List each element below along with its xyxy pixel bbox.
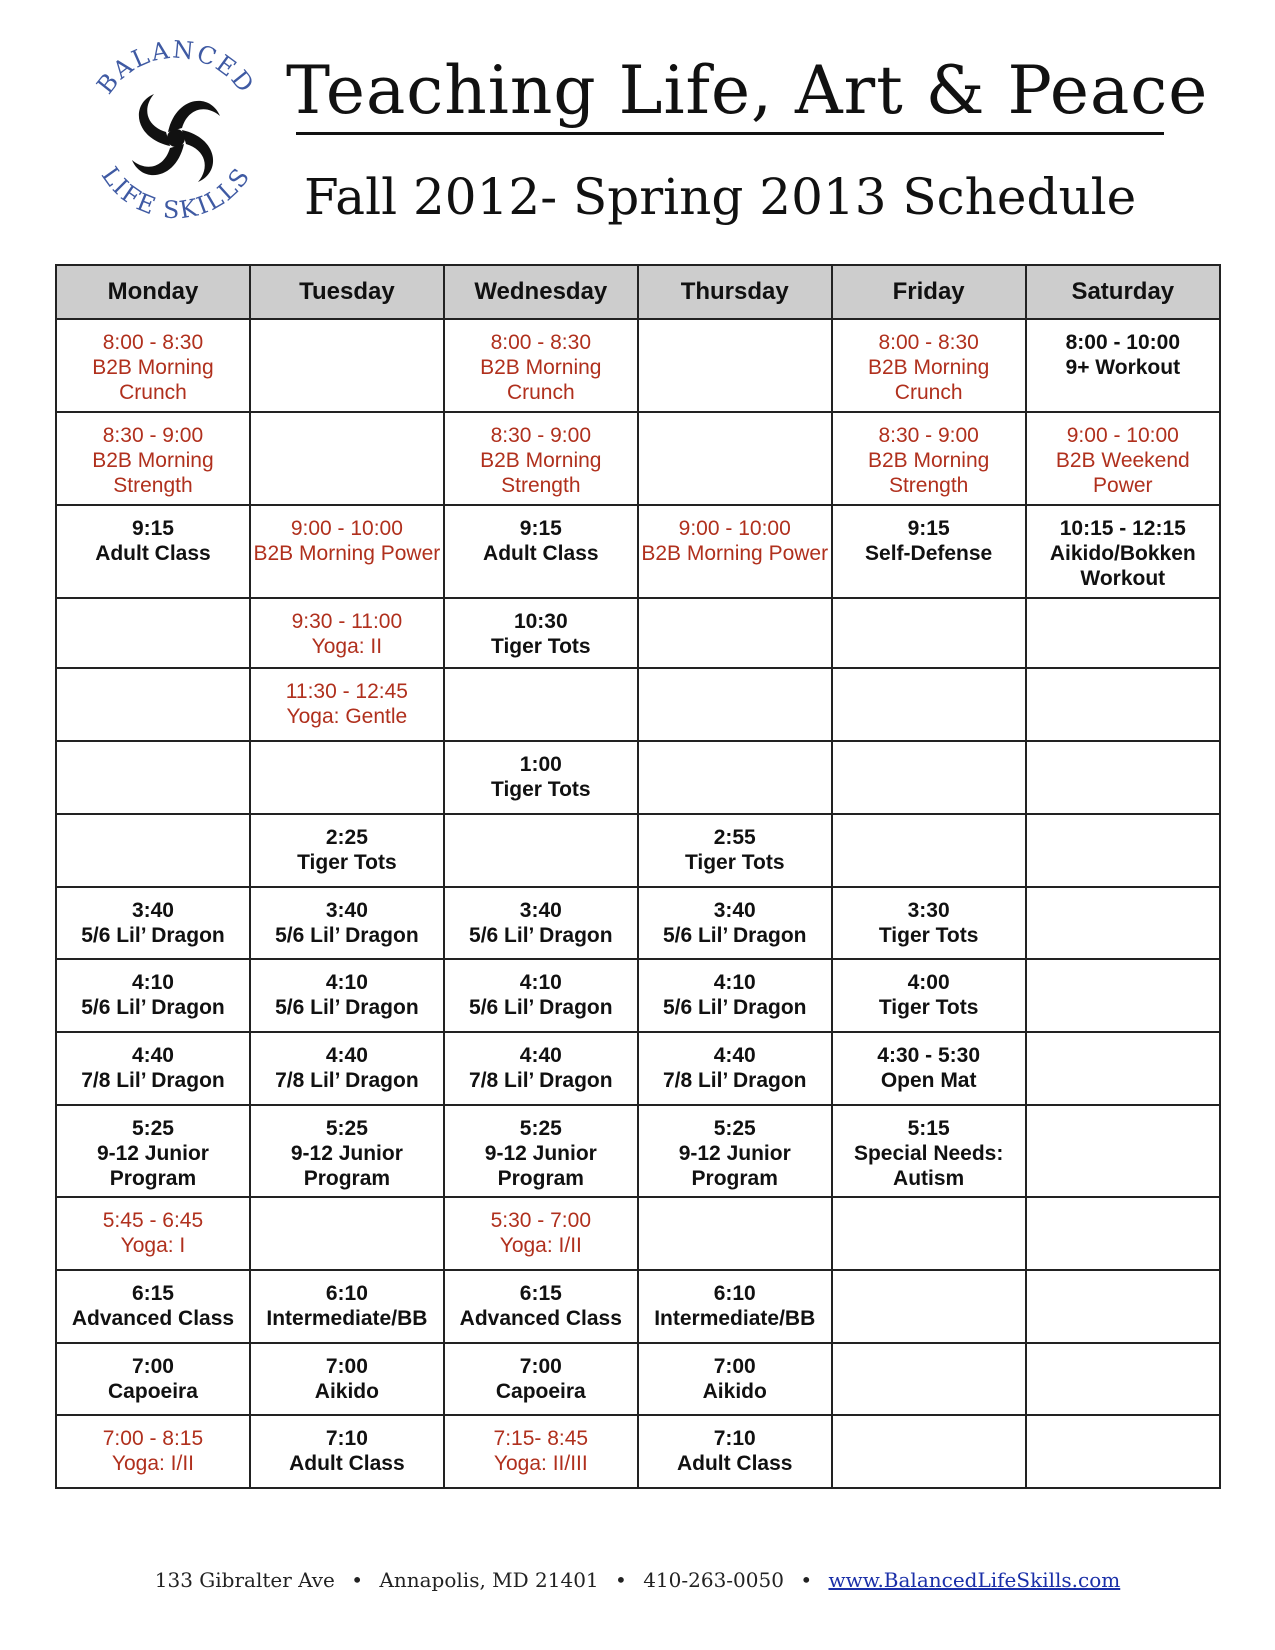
class-time: 8:00 - 8:30	[878, 331, 979, 354]
class-name: Yoga: Gentle	[286, 705, 408, 728]
class-name: Tiger Tots	[684, 851, 785, 874]
class-name: Crunch	[506, 381, 575, 404]
schedule-cell-friday	[832, 598, 1026, 668]
schedule-cell-tuesday	[250, 668, 444, 741]
class-time: 7:00	[713, 1355, 756, 1378]
schedule-cell-friday	[832, 505, 1026, 598]
schedule-cell-saturday	[1026, 1415, 1220, 1488]
schedule-cell-wednesday	[444, 598, 638, 668]
schedule-cell-wednesday	[444, 1343, 638, 1415]
class-time: 5:45 - 6:45	[102, 1209, 204, 1232]
schedule-cell-saturday	[1026, 1197, 1220, 1270]
schedule-row	[56, 1415, 1220, 1488]
footer-city: Annapolis, MD 21401	[379, 1568, 599, 1592]
class-name: Special Needs:	[853, 1142, 1004, 1165]
class-time: 4:10	[325, 971, 368, 994]
schedule-cell-wednesday	[444, 741, 638, 814]
schedule-cell-tuesday	[250, 887, 444, 959]
schedule-cell-saturday	[1026, 505, 1220, 598]
schedule-cell-friday	[832, 319, 1026, 412]
schedule-cell-wednesday	[444, 1105, 638, 1197]
class-name: Self-Defense	[865, 542, 993, 565]
class-time: 9:00 - 10:00	[290, 517, 403, 540]
schedule-row	[56, 1197, 1220, 1270]
schedule-cell-tuesday	[250, 1343, 444, 1415]
footer-separator: •	[800, 1568, 813, 1592]
schedule-cell-friday	[832, 1105, 1026, 1197]
class-time: 4:10	[519, 971, 562, 994]
class-name: B2B Weekend	[1055, 449, 1190, 472]
class-time: 8:30 - 9:00	[102, 424, 204, 447]
class-time: 4:30 - 5:30	[877, 1044, 981, 1067]
class-time: 2:55	[713, 826, 756, 849]
schedule-cell-saturday	[1026, 1105, 1220, 1197]
schedule-cell-thursday	[638, 887, 832, 959]
schedule-cell-wednesday	[444, 814, 638, 887]
schedule-cell-tuesday	[250, 959, 444, 1032]
schedule-cell-thursday	[638, 1105, 832, 1197]
class-name: Strength	[113, 474, 193, 497]
logo-top-text: BALANCED	[91, 36, 261, 100]
schedule-cell-tuesday	[250, 814, 444, 887]
schedule-cell-monday	[56, 1032, 250, 1105]
day-header-tuesday: Tuesday	[250, 265, 444, 319]
schedule-cell-friday	[832, 1270, 1026, 1343]
class-name: 7/8 Lil’ Dragon	[275, 1069, 419, 1092]
class-name: Autism	[893, 1167, 965, 1190]
class-time: 3:40	[713, 899, 756, 922]
class-name: 7/8 Lil’ Dragon	[81, 1069, 225, 1092]
class-name: 5/6 Lil’ Dragon	[81, 924, 225, 947]
day-header-saturday: Saturday	[1026, 265, 1220, 319]
class-name: 5/6 Lil’ Dragon	[662, 996, 807, 1019]
class-name: Adult Class	[289, 1452, 405, 1475]
class-name: Tiger Tots	[878, 924, 979, 947]
class-name: Yoga: I	[120, 1234, 186, 1257]
class-time: 5:15	[907, 1117, 950, 1140]
class-name: Tiger Tots	[878, 996, 979, 1019]
schedule-cell-friday	[832, 814, 1026, 887]
class-time: 7:00	[325, 1355, 368, 1378]
schedule-cell-thursday	[638, 814, 832, 887]
schedule-cell-tuesday	[250, 1032, 444, 1105]
class-time: 6:10	[713, 1282, 756, 1305]
schedule-cell-saturday	[1026, 668, 1220, 741]
class-name: 5/6 Lil’ Dragon	[81, 996, 225, 1019]
schedule-row	[56, 1032, 1220, 1105]
schedule-cell-thursday	[638, 505, 832, 598]
class-name: Open Mat	[880, 1069, 977, 1092]
class-time: 8:00 - 8:30	[490, 331, 591, 354]
schedule-cell-thursday	[638, 319, 832, 412]
class-name: B2B Morning	[480, 449, 602, 472]
schedule-cell-wednesday	[444, 1415, 638, 1488]
schedule-row	[56, 741, 1220, 814]
footer-separator: •	[615, 1568, 627, 1592]
class-time: 5:25	[325, 1117, 368, 1140]
class-name: 5/6 Lil’ Dragon	[662, 924, 807, 947]
class-time: 7:10	[325, 1427, 368, 1450]
swirl-emblem-icon	[76, 36, 276, 236]
class-name: 5/6 Lil’ Dragon	[469, 924, 613, 947]
schedule-cell-wednesday	[444, 412, 638, 505]
class-time: 9:15	[131, 517, 174, 540]
footer	[0, 1568, 1275, 1592]
schedule-cell-monday	[56, 1270, 250, 1343]
class-time: 3:30	[907, 899, 950, 922]
class-name: Crunch	[119, 381, 187, 404]
schedule-cell-friday	[832, 412, 1026, 505]
class-name: B2B Morning	[867, 356, 990, 379]
schedule-cell-tuesday	[250, 741, 444, 814]
schedule-cell-friday	[832, 1343, 1026, 1415]
schedule-row	[56, 959, 1220, 1032]
schedule-cell-tuesday	[250, 1105, 444, 1197]
class-name: Intermediate/BB	[266, 1307, 428, 1330]
schedule-row	[56, 814, 1220, 887]
schedule-cell-saturday	[1026, 1343, 1220, 1415]
class-time: 5:30 - 7:00	[490, 1209, 591, 1232]
schedule-cell-friday	[832, 1415, 1026, 1488]
class-name: Capoeira	[495, 1380, 586, 1403]
class-name: B2B Morning Power	[253, 542, 441, 565]
class-name: Adult Class	[676, 1452, 793, 1475]
class-time: 4:40	[713, 1044, 756, 1067]
schedule-cell-saturday	[1026, 814, 1220, 887]
class-name: Program	[303, 1167, 391, 1190]
schedule-cell-friday	[832, 1032, 1026, 1105]
class-time: 5:25	[519, 1117, 562, 1140]
class-name: Tiger Tots	[491, 635, 591, 658]
schedule-row	[56, 412, 1220, 505]
class-name: Advanced Class	[71, 1307, 235, 1330]
class-name: Workout	[1080, 567, 1166, 590]
schedule-cell-monday	[56, 814, 250, 887]
schedule-cell-monday	[56, 505, 250, 598]
class-time: 8:30 - 9:00	[490, 424, 591, 447]
footer-phone: 410-263-0050	[643, 1568, 784, 1592]
class-time: 7:00	[131, 1355, 174, 1378]
schedule-cell-thursday	[638, 668, 832, 741]
class-name: Crunch	[894, 381, 963, 404]
class-name: Strength	[888, 474, 969, 497]
day-header-monday: Monday	[56, 265, 250, 319]
schedule-cell-saturday	[1026, 412, 1220, 505]
class-name: Yoga: I/II	[499, 1234, 582, 1257]
schedule-cell-saturday	[1026, 959, 1220, 1032]
class-name: Strength	[501, 474, 581, 497]
class-time: 6:15	[519, 1282, 562, 1305]
class-name: 9+ Workout	[1065, 356, 1181, 379]
class-name: Advanced Class	[459, 1307, 622, 1330]
schedule-cell-saturday	[1026, 1032, 1220, 1105]
class-time: 4:10	[131, 971, 174, 994]
schedule-cell-wednesday	[444, 887, 638, 959]
schedule-table	[55, 264, 1221, 1489]
class-time: 6:10	[325, 1282, 368, 1305]
class-time: 9:30 - 11:00	[291, 610, 403, 633]
class-name: Program	[109, 1167, 197, 1190]
schedule-cell-saturday	[1026, 598, 1220, 668]
class-name: 9-12 Junior	[290, 1142, 403, 1165]
class-time: 5:25	[713, 1117, 756, 1140]
schedule-row	[56, 1343, 1220, 1415]
page-title: Teaching Life, Art & Peace	[286, 52, 1209, 129]
schedule-cell-wednesday	[444, 1197, 638, 1270]
class-name: 5/6 Lil’ Dragon	[275, 924, 419, 947]
class-time: 8:30 - 9:00	[878, 424, 979, 447]
class-time: 8:00 - 8:30	[102, 331, 204, 354]
schedule-cell-tuesday	[250, 598, 444, 668]
schedule-cell-thursday	[638, 412, 832, 505]
schedule-cell-thursday	[638, 741, 832, 814]
class-time: 4:40	[519, 1044, 562, 1067]
class-time: 7:15- 8:45	[493, 1427, 589, 1450]
schedule-cell-saturday	[1026, 741, 1220, 814]
day-header-friday: Friday	[832, 265, 1026, 319]
schedule-row	[56, 505, 1220, 598]
schedule-cell-saturday	[1026, 887, 1220, 959]
class-name: Adult Class	[95, 542, 211, 565]
schedule-row	[56, 1105, 1220, 1197]
schedule-cell-friday	[832, 959, 1026, 1032]
schedule-cell-monday	[56, 1105, 250, 1197]
class-name: 9-12 Junior	[484, 1142, 597, 1165]
class-name: 7/8 Lil’ Dragon	[662, 1069, 807, 1092]
footer-address: 133 Gibralter Ave	[154, 1568, 335, 1592]
page-subtitle: Fall 2012- Spring 2013 Schedule	[304, 168, 1137, 226]
schedule-cell-friday	[832, 1197, 1026, 1270]
logo	[76, 36, 276, 236]
schedule-header-row	[56, 265, 1220, 319]
class-name: B2B Morning Power	[641, 542, 829, 565]
schedule-cell-monday	[56, 959, 250, 1032]
class-time: 3:40	[519, 899, 562, 922]
class-name: Aikido/Bokken	[1049, 542, 1196, 565]
class-name: B2B Morning	[92, 449, 214, 472]
schedule-cell-tuesday	[250, 319, 444, 412]
schedule-cell-monday	[56, 598, 250, 668]
schedule-cell-tuesday	[250, 1270, 444, 1343]
schedule-cell-tuesday	[250, 1197, 444, 1270]
class-name: Adult Class	[483, 542, 599, 565]
class-time: 7:00	[519, 1355, 562, 1378]
schedule-cell-saturday	[1026, 1270, 1220, 1343]
schedule-cell-thursday	[638, 1197, 832, 1270]
class-name: Power	[1093, 474, 1153, 497]
schedule-cell-thursday	[638, 959, 832, 1032]
class-time: 9:00 - 10:00	[1066, 424, 1179, 447]
title-underline	[296, 132, 1164, 135]
schedule-cell-monday	[56, 887, 250, 959]
schedule-cell-friday	[832, 887, 1026, 959]
schedule-row	[56, 668, 1220, 741]
class-name: B2B Morning	[92, 356, 214, 379]
schedule-row	[56, 319, 1220, 412]
schedule-cell-thursday	[638, 1343, 832, 1415]
class-name: 7/8 Lil’ Dragon	[469, 1069, 613, 1092]
website-link[interactable]: www.BalancedLifeSkills.com	[828, 1568, 1121, 1592]
class-name: 9-12 Junior	[678, 1142, 791, 1165]
schedule-cell-friday	[832, 741, 1026, 814]
class-name: B2B Morning	[867, 449, 990, 472]
class-time: 11:30 - 12:45	[285, 680, 408, 703]
class-name: Aikido	[702, 1380, 767, 1403]
class-name: Intermediate/BB	[654, 1307, 816, 1330]
schedule-cell-wednesday	[444, 505, 638, 598]
schedule-row	[56, 1270, 1220, 1343]
class-time: 3:40	[131, 899, 174, 922]
schedule-cell-tuesday	[250, 412, 444, 505]
schedule-cell-wednesday	[444, 319, 638, 412]
schedule-cell-thursday	[638, 1415, 832, 1488]
class-name: 5/6 Lil’ Dragon	[275, 996, 419, 1019]
schedule-cell-monday	[56, 1415, 250, 1488]
class-name: Yoga: II	[311, 635, 383, 658]
class-name: Program	[691, 1167, 778, 1190]
schedule-cell-thursday	[638, 598, 832, 668]
day-header-thursday: Thursday	[638, 265, 832, 319]
class-name: B2B Morning	[480, 356, 602, 379]
class-name: Yoga: I/II	[111, 1452, 195, 1475]
class-name: 9-12 Junior	[96, 1142, 209, 1165]
schedule-cell-monday	[56, 741, 250, 814]
footer-separator: •	[351, 1568, 364, 1592]
schedule-cell-saturday	[1026, 319, 1220, 412]
class-name: 5/6 Lil’ Dragon	[469, 996, 613, 1019]
schedule-cell-thursday	[638, 1270, 832, 1343]
class-name: Yoga: II/III	[493, 1452, 588, 1475]
schedule-cell-wednesday	[444, 959, 638, 1032]
class-time: 8:00 - 10:00	[1065, 331, 1180, 354]
class-name: Capoeira	[108, 1380, 198, 1403]
schedule-cell-tuesday	[250, 1415, 444, 1488]
class-time: 10:15 - 12:15	[1059, 517, 1186, 540]
class-name: Aikido	[314, 1380, 379, 1403]
class-time: 3:40	[325, 899, 368, 922]
schedule-cell-monday	[56, 668, 250, 741]
schedule-row	[56, 887, 1220, 959]
class-time: 9:15	[519, 517, 562, 540]
class-time: 9:15	[907, 517, 950, 540]
schedule-cell-wednesday	[444, 1270, 638, 1343]
logo-bottom-text: LIFE SKILLS	[95, 161, 257, 225]
class-time: 5:25	[131, 1117, 174, 1140]
schedule-cell-monday	[56, 412, 250, 505]
class-time: 6:15	[131, 1282, 174, 1305]
class-time: 7:00 - 8:15	[102, 1427, 204, 1450]
schedule-cell-monday	[56, 319, 250, 412]
class-time: 4:00	[907, 971, 950, 994]
class-name: Program	[497, 1167, 584, 1190]
class-time: 10:30	[513, 610, 568, 633]
class-time: 2:25	[325, 826, 368, 849]
schedule-cell-thursday	[638, 1032, 832, 1105]
class-name: Tiger Tots	[297, 851, 397, 874]
schedule-cell-monday	[56, 1197, 250, 1270]
schedule-row	[56, 598, 1220, 668]
class-time: 4:10	[713, 971, 756, 994]
class-time: 1:00	[519, 753, 562, 776]
day-header-wednesday: Wednesday	[444, 265, 638, 319]
schedule-cell-monday	[56, 1343, 250, 1415]
class-time: 4:40	[325, 1044, 368, 1067]
schedule-cell-wednesday	[444, 1032, 638, 1105]
class-time: 7:10	[713, 1427, 756, 1450]
class-time: 4:40	[131, 1044, 174, 1067]
schedule-cell-tuesday	[250, 505, 444, 598]
class-time: 9:00 - 10:00	[678, 517, 791, 540]
schedule-cell-wednesday	[444, 668, 638, 741]
schedule-cell-friday	[832, 668, 1026, 741]
class-name: Tiger Tots	[491, 778, 591, 801]
